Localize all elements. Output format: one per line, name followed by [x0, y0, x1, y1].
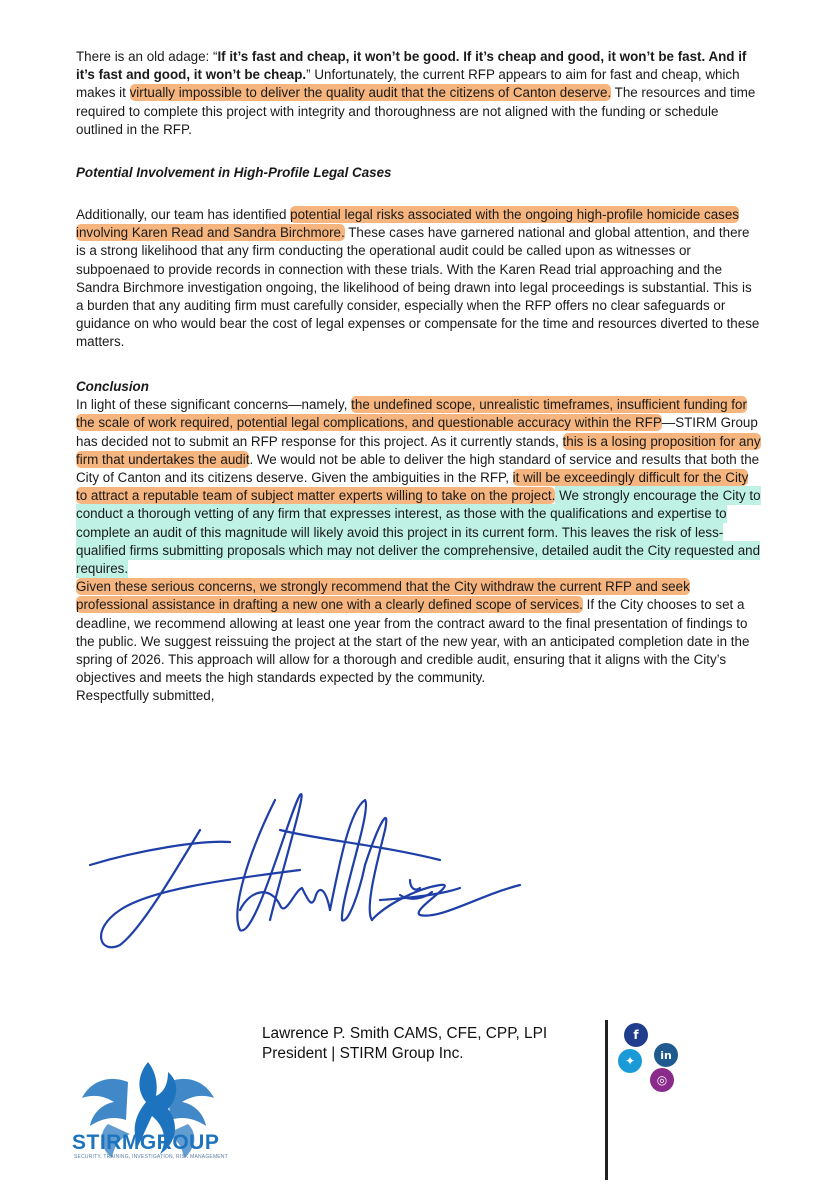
divider	[605, 1020, 608, 1180]
signer-name: Lawrence P. Smith CAMS, CFE, CPP, LPI	[262, 1025, 548, 1042]
highlight-orange: potential legal risks associated with the ongoing high-profile homicide cases involving Karen Read and Sandra Birchmore.	[76, 207, 739, 241]
text: These cases have garnered national and global attention, and there is a strong likelihood that any firm conducting the operational audit could be called upon as witnesses or subpoenaed to provide records in connection with these trials. With the Karen Read trial approaching and the Sandra Birchmore investigation ongoing, the likelihood of being drawn into legal proceedings is substantial. This is a burden that any auditing firm must carefully consider, especially when the RFP offers no clear safeguards or guidance on who would bear the cost of legal expenses or compensate for the time and resources diverted to these matters.	[76, 225, 760, 350]
facebook-icon[interactable]: f	[624, 1023, 648, 1047]
handwritten-signature	[80, 770, 540, 960]
highlight-orange: the undefined scope, unrealistic timeframes, insufficient funding for the scale of work required, potential legal complications, and questionable accuracy within the RFP	[76, 397, 747, 431]
paragraph-conclusion	[76, 396, 762, 578]
logo-tagline: SECURITY, TRAINING, INVESTIGATION, RISK MANAGEMENT	[74, 1154, 228, 1160]
paragraph-legal-risks	[76, 206, 762, 352]
text: . We would not be able to deliver the high standard of service and results that both the City of Canton and its citizens deserve. Given the ambiguities in the RFP,	[76, 451, 760, 486]
highlight-cyan: We strongly encourage the City to conduct a thorough vetting of any firm that expresses interest, as those with the qualifications and expertise to complete an audit of this magnitude will likely avoid this project in its current form. This leaves the risk of less-qualified firms submitting proposals which may not deliver the comprehensive, detailed audit the City requested and requires.	[76, 488, 761, 577]
text: —STIRM Group has decided not to submit an RFP response for this project. As it currently stands,	[76, 415, 758, 449]
paragraph-adage	[76, 48, 762, 139]
instagram-icon[interactable]: ◎	[650, 1068, 674, 1092]
text: Additionally, our team has identified	[76, 207, 291, 222]
twitter-icon[interactable]: ✦	[618, 1049, 642, 1073]
text: ” Unfortunately, the current RFP appears to aim for fast and cheap, which makes it	[76, 67, 740, 101]
paragraph-recommendation	[76, 578, 762, 687]
linkedin-icon[interactable]: in	[654, 1043, 678, 1067]
text: The resources and time required to complete this project with integrity and thoroughness are not aligned with the funding or schedule outlined in the RFP.	[76, 85, 756, 137]
text: If the City chooses to set a deadline, we recommend allowing at least one year from the contract award to the final presentation of findings to the public. We suggest reissuing the project at the start of the new year, with an anticipated completion date in the spring of 2026. This approach will allow for a thorough and credible audit, ensuring that it aligns with the City’s objectives and meets the high standards expected by the community.	[76, 597, 750, 686]
signature-block	[262, 1024, 547, 1064]
logo-wordmark: STIRMGROUP	[72, 1131, 220, 1154]
highlight-orange: this is a losing proposition for any firm that undertakes the audit	[76, 433, 761, 467]
highlight-orange: it will be exceedingly difficult for the City to attract a reputable team of subject matter experts willing to take on the project.	[76, 470, 749, 504]
section-heading-conclusion: Conclusion	[76, 379, 149, 394]
phoenix-logo	[68, 1024, 228, 1194]
section-heading-legal: Potential Involvement in High-Profile Legal Cases	[76, 165, 392, 180]
signer-title: President | STIRM Group Inc.	[262, 1045, 464, 1062]
text: There is an old adage: “	[76, 49, 218, 64]
highlight-orange: Given these serious concerns, we strongly recommend that the City withdraw the current RFP and seek professional assistance in drafting a new one with a clearly defined scope of services.	[76, 579, 690, 613]
closing-line: Respectfully submitted,	[76, 688, 215, 704]
highlight-orange: virtually impossible to deliver the quality audit that the citizens of Canton deserve.	[129, 85, 612, 101]
adage-quote: If it’s fast and cheap, it won’t be good. If it’s cheap and good, it won’t be fast. And if it’s fast and good, it won’t be cheap.	[76, 49, 747, 83]
text: In light of these significant concerns—namely,	[76, 397, 352, 413]
conclusion-section	[76, 378, 762, 706]
